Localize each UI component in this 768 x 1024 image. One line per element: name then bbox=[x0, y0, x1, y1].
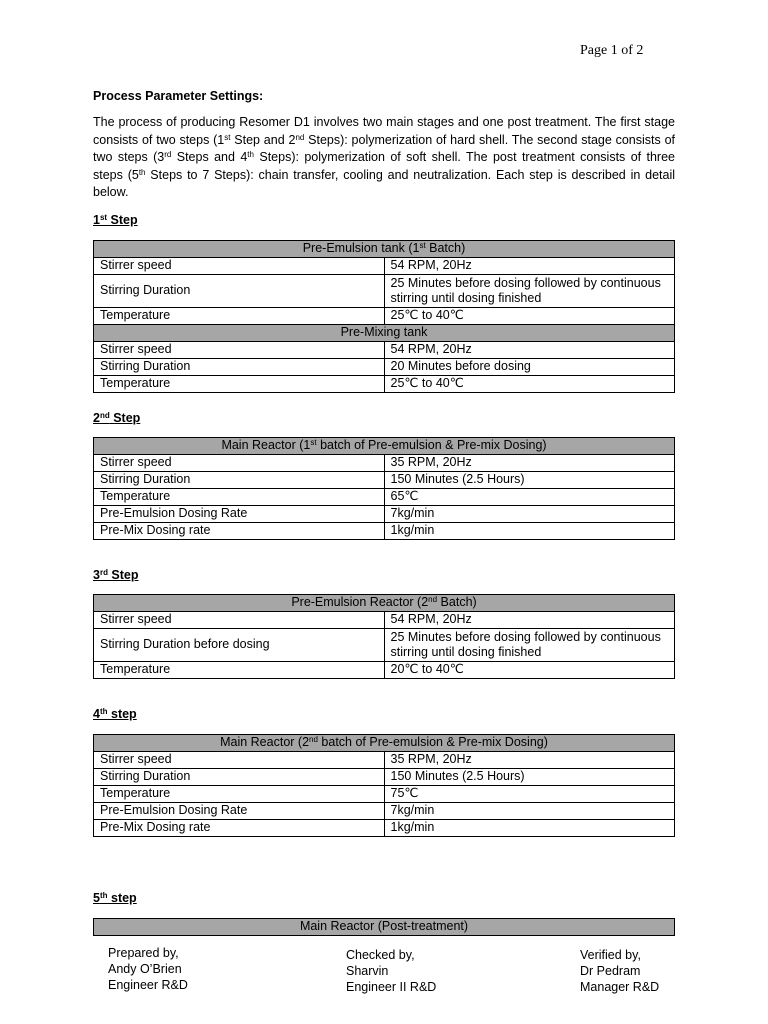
table-row: Temperature 20℃ to 40℃ bbox=[94, 662, 675, 679]
step-5-table bbox=[93, 918, 675, 936]
table-row: Temperature 75℃ bbox=[94, 786, 675, 803]
table-row: Stirring Duration before dosing 25 Minutes before dosing followed by continuous stirring until dosing finished bbox=[94, 629, 675, 662]
table-row: Stirring Duration 150 Minutes (2.5 Hours) bbox=[94, 472, 675, 489]
table-row: Stirrer speed 35 RPM, 20Hz bbox=[94, 455, 675, 472]
step-2-heading: 2nd Step bbox=[93, 411, 141, 425]
page-number: Page 1 of 2 bbox=[580, 43, 644, 58]
section-title: Process Parameter Settings: bbox=[93, 89, 264, 103]
step-3-table bbox=[93, 594, 675, 679]
step-1-heading: 1st Step bbox=[93, 213, 138, 227]
table-row: Pre-Emulsion Dosing Rate 7kg/min bbox=[94, 803, 675, 820]
table-header: Pre-Emulsion tank (1st Batch) bbox=[94, 241, 675, 258]
table-header: Pre-Emulsion Reactor (2nd Batch) bbox=[94, 595, 675, 612]
checked-by-block: Checked by, Sharvin Engineer II R&D bbox=[346, 948, 437, 994]
step-2-table bbox=[93, 437, 675, 540]
step-3-heading: 3rd Step bbox=[93, 568, 139, 582]
table-header: Pre-Mixing tank bbox=[94, 325, 675, 342]
table-row: Stirring Duration 150 Minutes (2.5 Hours) bbox=[94, 769, 675, 786]
step-4-table bbox=[93, 734, 675, 837]
table-header: Main Reactor (Post-treatment) bbox=[94, 919, 675, 936]
verified-by-block: Verified by, Dr Pedram Manager R&D bbox=[580, 948, 660, 994]
table-row: Temperature 25℃ to 40℃ bbox=[94, 376, 675, 393]
table-row: Temperature 25℃ to 40℃ bbox=[94, 308, 675, 325]
table-row: Temperature 65℃ bbox=[94, 489, 675, 506]
table-header: Main Reactor (2nd batch of Pre-emulsion & Pre-mix Dosing) bbox=[94, 735, 675, 752]
step-5-heading: 5th step bbox=[93, 891, 137, 905]
prepared-by-block: Prepared by, Andy O’Brien Engineer R&D bbox=[108, 946, 188, 992]
step-1-table bbox=[93, 240, 675, 393]
table-row: Stirring Duration 20 Minutes before dosing bbox=[94, 359, 675, 376]
table-row: Stirrer speed 35 RPM, 20Hz bbox=[94, 752, 675, 769]
table-row: Stirrer speed 54 RPM, 20Hz bbox=[94, 258, 675, 275]
table-row: Stirring Duration 25 Minutes before dosing followed by continuous stirring until dosing finished bbox=[94, 275, 675, 308]
table-row: Stirrer speed 54 RPM, 20Hz bbox=[94, 342, 675, 359]
table-row: Pre-Mix Dosing rate 1kg/min bbox=[94, 820, 675, 837]
table-row: Stirrer speed 54 RPM, 20Hz bbox=[94, 612, 675, 629]
table-header: Main Reactor (1st batch of Pre-emulsion & Pre-mix Dosing) bbox=[94, 438, 675, 455]
table-row: Pre-Emulsion Dosing Rate 7kg/min bbox=[94, 506, 675, 523]
step-4-heading: 4th step bbox=[93, 707, 137, 721]
table-row: Pre-Mix Dosing rate 1kg/min bbox=[94, 523, 675, 540]
intro-paragraph: The process of producing Resomer D1 involves two main stages and one post treatment. The first stage consists of two steps (1st Step and 2nd Steps): polymerization of hard shell. The second stage consists of two steps (3rd Steps and 4th Steps): polymerization of soft shell. The post treatment consists of three steps (5th Steps to 7 Steps): chain transfer, cooling and neutralization. Each step is described in detail below. bbox=[93, 115, 675, 199]
